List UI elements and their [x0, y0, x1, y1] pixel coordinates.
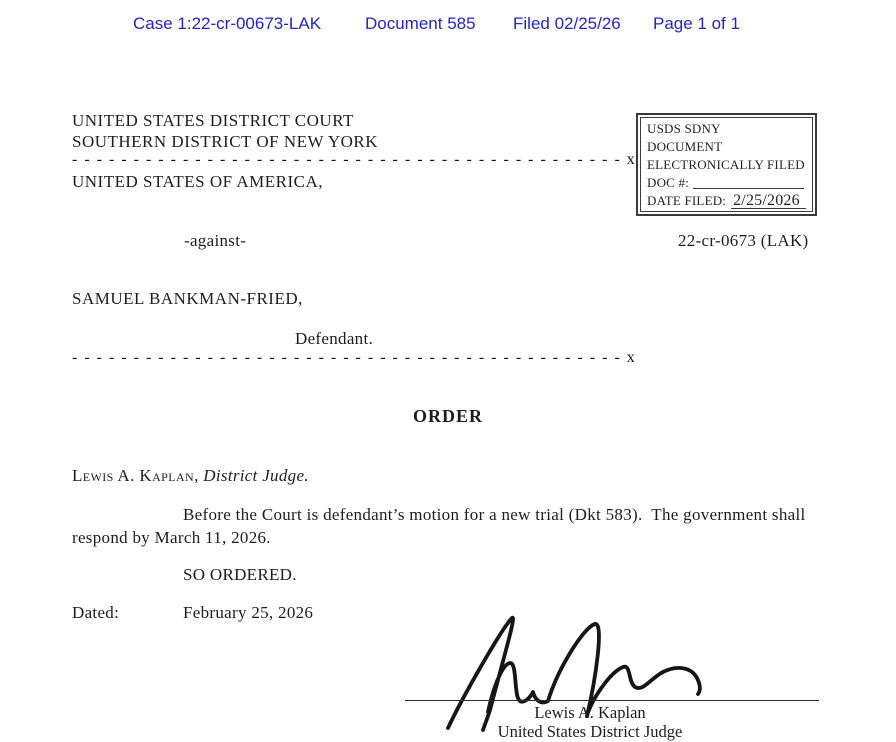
caption-case-number: 22-cr-0673 (LAK) [678, 231, 809, 250]
order-title: ORDER [412, 406, 483, 426]
stamp-date-filed-value: 2/25/2026 [731, 193, 806, 209]
stamp-usds-sdny: USDS SDNY [647, 121, 721, 136]
stamp-doc-number-label: DOC #: [647, 175, 690, 190]
order-body-line2: respond by March 11, 2026. [72, 528, 271, 547]
plaintiff-name: UNITED STATES OF AMERICA, [72, 172, 324, 191]
judge-name: Lewis A. Kaplan, [72, 466, 199, 485]
court-name-line2: SOUTHERN DISTRICT OF NEW YORK [72, 132, 379, 151]
banner-page-count: Page 1 of 1 [653, 14, 740, 33]
efiling-stamp-inner [640, 117, 813, 212]
signature-printed-title: United States District Judge [497, 722, 683, 741]
banner-filed-date: Filed 02/25/26 [513, 14, 621, 33]
banner-case-number: Case 1:22-cr-00673-LAK [133, 14, 322, 33]
dated-value: February 25, 2026 [183, 603, 314, 622]
banner-document-number: Document 585 [365, 14, 476, 33]
caption-divider-top: - - - - - - - - - - - - - - - - - - - - - - - - - - - - - - - - - - - - - - - - - - - - - x [72, 151, 637, 168]
so-ordered: SO ORDERED. [183, 565, 297, 584]
stamp-date-filed-label: DATE FILED: [647, 193, 727, 208]
judge-line [72, 466, 309, 486]
signature-printed-name: Lewis A. Kaplan [534, 703, 646, 722]
judge-title: District Judge. [203, 466, 309, 485]
stamp-doc-number-blank [693, 176, 804, 189]
dated-label: Dated: [72, 603, 120, 622]
defendant-label: Defendant. [295, 329, 374, 348]
stamp-electronically-filed: ELECTRONICALLY FILED [647, 157, 805, 172]
caption-against: -against- [184, 231, 247, 250]
order-body-line1: Before the Court is defendant’s motion for a new trial (Dkt 583). The government shall [183, 505, 806, 524]
efiling-stamp [636, 113, 817, 216]
stamp-document: DOCUMENT [647, 139, 723, 154]
caption-divider-bottom: - - - - - - - - - - - - - - - - - - - - - - - - - - - - - - - - - - - - - - - - - - - - - x [72, 349, 637, 366]
court-name-line1: UNITED STATES DISTRICT COURT [72, 111, 354, 130]
stamp-date-filed-row [647, 193, 806, 209]
stamp-doc-number-row [647, 175, 806, 191]
signature-line [405, 700, 819, 701]
defendant-name: SAMUEL BANKMAN-FRIED, [72, 289, 303, 308]
